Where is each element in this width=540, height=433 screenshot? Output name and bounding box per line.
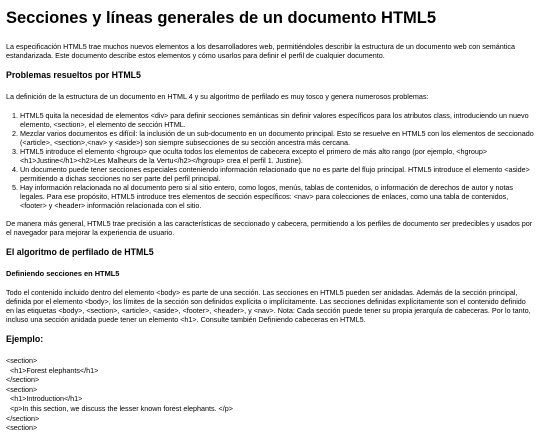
algorithm-heading: El algoritmo de perfilado de HTML5	[6, 247, 154, 257]
list-item: 4. Un documento puede tener secciones especiales conteniendo información relacionado que no es parte del flujo principal. HTML5 introduce el elemento <aside> permitiendo a dichas secciones no ser parte del perfil principal.	[20, 165, 534, 183]
list-item: 2. Mezclar varios documentos es difícil: la inclusión de un sub-documento en un documento principal. Esto se resuelve en HTML5 con los elementos de seccionado (<article>, <section>,<nav> y <aside>) son siempre subsecciones de su sección ancestra más cercana.	[20, 129, 534, 147]
problems-heading: Problemas resueltos por HTML5	[6, 70, 141, 80]
list-item: 1. HTML5 quita la necesidad de elementos <div> para definir secciones semánticas sin definir valores específicos para los atributos class, introduciendo un nuevo elemento, <section>, el elemento de sección HTML.	[20, 111, 534, 129]
code-line: <p>In this section, we discuss the lesser known forest elephants. </p>	[6, 403, 233, 413]
code-line: </section>	[6, 375, 40, 385]
problems-paragraph: La definición de la estructura de un documento en HTML 4 y su algoritmo de perfilado es muy tosco y genera numerosos problemas:	[6, 92, 429, 101]
code-line: <h1>Introduction</h1>	[6, 394, 83, 404]
code-line: <h1>Forest elephants</h1>	[6, 365, 99, 375]
code-line: <section>	[6, 384, 38, 394]
list-item: 5. Hay información relacionada no al documento pero si al sitio entero, como logos, menús, tablas de contenidos, o información de derechos de autor y notas legales. Para ese propósito, HTML5 introduce tres elementos de sección específicos: <nav> para colecciones de enlaces, como una tabla de contenidos, <footer> y <header> información relacionada con el sitio.	[20, 183, 534, 210]
list-item: 3. HTML5 introduce el elemento <hgroup> que oculta todos los elementos de cabecera excepto el primero de más alto rango (por ejemplo, <hgroup><h1>Justine</h1><h2>Les Malheurs de la Vertu</h2></hgroup> crea el perfil 1. Justine).	[20, 147, 534, 165]
algorithm-subheading: Definiendo secciones en HTML5	[6, 269, 120, 278]
algorithm-paragraph: Todo el contenido incluido dentro del elemento <body> es parte de una sección. Las secciones en HTML5 pueden ser anidadas. Además de la sección principal, definida por el elemento <body>, los límites de la sección son definidos explícita o implícitamente. Las secciones definidas explícitamente son el contenido definido en las etiquetas <body>, <section>, <article>, <aside>, <footer>, <header>, y <nav>. Nota: Cada sección puede tener su propia jerarquía de cabeceras. Por lo tanto, incluso una sección anidada puede tener un elemento <h1>. Consulte también Definiendo cabeceras en HTML5.	[6, 288, 531, 324]
intro-paragraph: La especificación HTML5 trae muchos nuevos elementos a los desarrolladores web, permitiéndoles describir la estructura de un documento web con semántica estandarizada. Este documento describe estos elementos y cómo usarlos para definir el perfil de cualquier documento.	[6, 42, 515, 60]
code-line: </section>	[6, 413, 40, 423]
problems-closing-paragraph: De manera más general, HTML5 trae precisión a las características de seccionado y cabecera, permitiendo a los perfiles de documento ser predecibles y usados por el navegador para mejorar la experiencia de usuario.	[6, 219, 533, 237]
example-heading: Ejemplo:	[6, 334, 44, 344]
problems-list	[6, 111, 534, 210]
code-line: <section>	[6, 356, 38, 365]
example-code-block	[6, 356, 534, 433]
code-line: <section>	[6, 423, 38, 433]
page-title: Secciones y líneas generales de un documento HTML5	[6, 9, 437, 27]
